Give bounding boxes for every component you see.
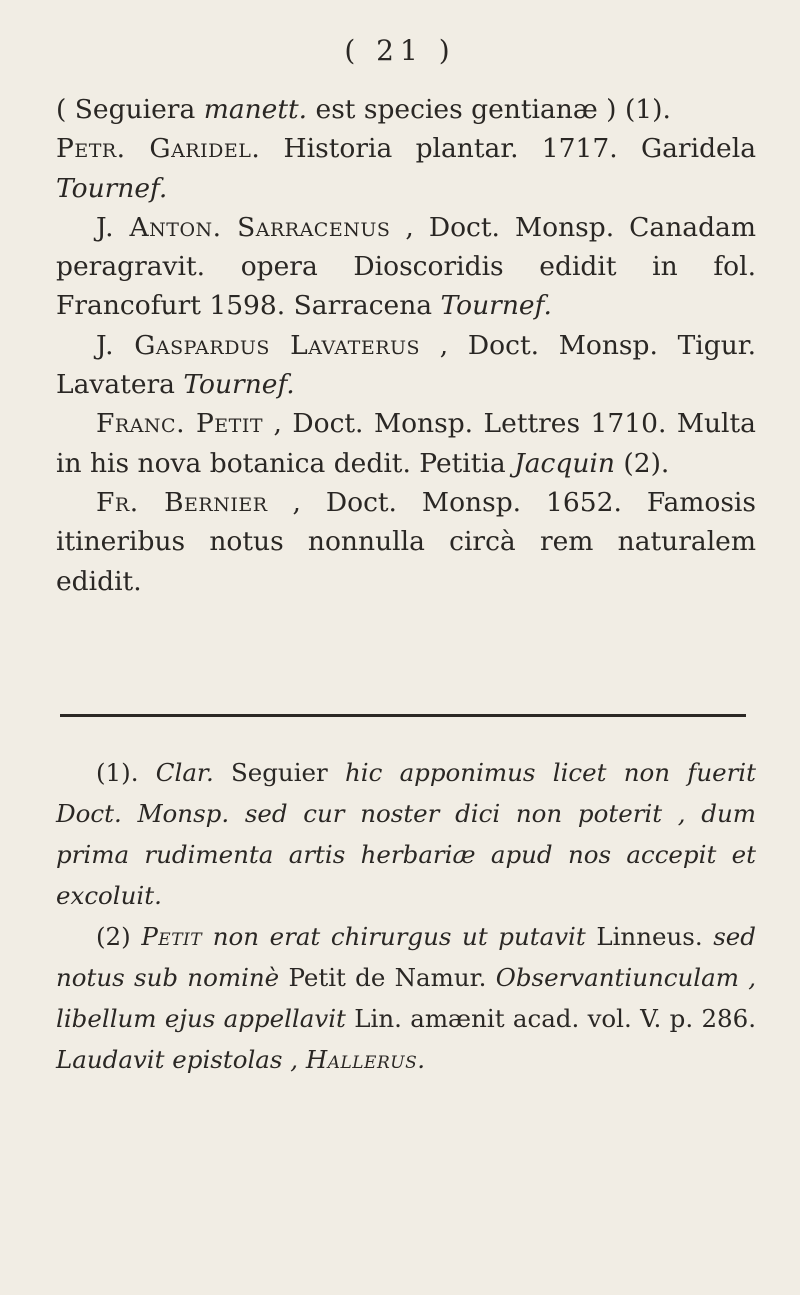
segment: Clar. xyxy=(155,758,214,787)
segment: Tournef. xyxy=(440,290,552,322)
segment: Laudavit epistolas , xyxy=(56,1045,306,1074)
entry-seguiera xyxy=(56,90,756,129)
entry-lavaterus xyxy=(56,326,756,405)
segment: hic apponimus licet non fuerit Doct. Monsp. sed cur noster dici non poterit , dum prima rudimenta artis herbariæ apud nos accepit et excoluit. xyxy=(56,758,756,910)
segment: Lin. amænit acad. vol. V. p. 286. xyxy=(345,1004,756,1033)
author-name: J. Gaspardus Lavaterus xyxy=(96,329,421,361)
segment: ( Seguiera xyxy=(56,94,204,125)
segment: , Doct. Monsp. Canadam peragravit. opera Dioscoridis edidit in fol. Francofurt 1598. Sarracena xyxy=(56,211,756,322)
author-name: Petr. Garidel. xyxy=(56,133,261,165)
segment: Petit de Namur. xyxy=(279,963,496,992)
entry-sarracenus xyxy=(56,208,756,326)
segment: , Doct. Monsp. Tigur. Lavatera xyxy=(56,329,756,401)
segment: (1). xyxy=(96,758,156,787)
segment: (2). xyxy=(614,447,670,479)
entry-garidel xyxy=(56,129,756,208)
segment: Tournef. xyxy=(56,172,168,204)
author-name: Fr. Bernier xyxy=(96,486,268,518)
segment: Tournef. xyxy=(183,369,295,401)
segment: Seguier xyxy=(213,758,345,787)
entry-bernier xyxy=(56,483,756,601)
segment: Hallerus. xyxy=(305,1045,426,1074)
author-name: Franc. Petit xyxy=(96,408,264,440)
segment: Petit xyxy=(141,922,203,951)
footnotes xyxy=(56,752,756,1080)
segment: , Doct. Monsp. Lettres 1710. Multa in his nova botanica dedit. Petitia xyxy=(56,408,756,479)
segment: manett. xyxy=(203,94,308,125)
footnote-2 xyxy=(56,916,756,1080)
segment: est species gentianæ ) (1). xyxy=(307,94,671,125)
footnote-1 xyxy=(56,752,756,916)
page-number: ( 21 ) xyxy=(344,34,456,67)
main-text xyxy=(56,90,756,601)
segment: , Doct. Monsp. 1652. Famosis itineribus notus nonnulla circà rem naturalem edidit. xyxy=(56,486,756,597)
author-name: J. Anton. Sarracenus xyxy=(96,211,391,243)
segment: non erat chirurgus ut putavit xyxy=(202,922,586,951)
footnote-divider xyxy=(60,714,746,717)
segment: (2) xyxy=(96,922,142,951)
segment: Linneus. xyxy=(585,922,714,951)
segment: Observantiunculam , libellum ejus appellavit xyxy=(56,963,756,1033)
segment: Jacquin xyxy=(514,447,615,479)
entry-petit xyxy=(56,404,756,483)
segment: Historia plantar. 1717. Garidela xyxy=(260,133,756,165)
segment: sed notus sub nominè xyxy=(56,922,756,992)
